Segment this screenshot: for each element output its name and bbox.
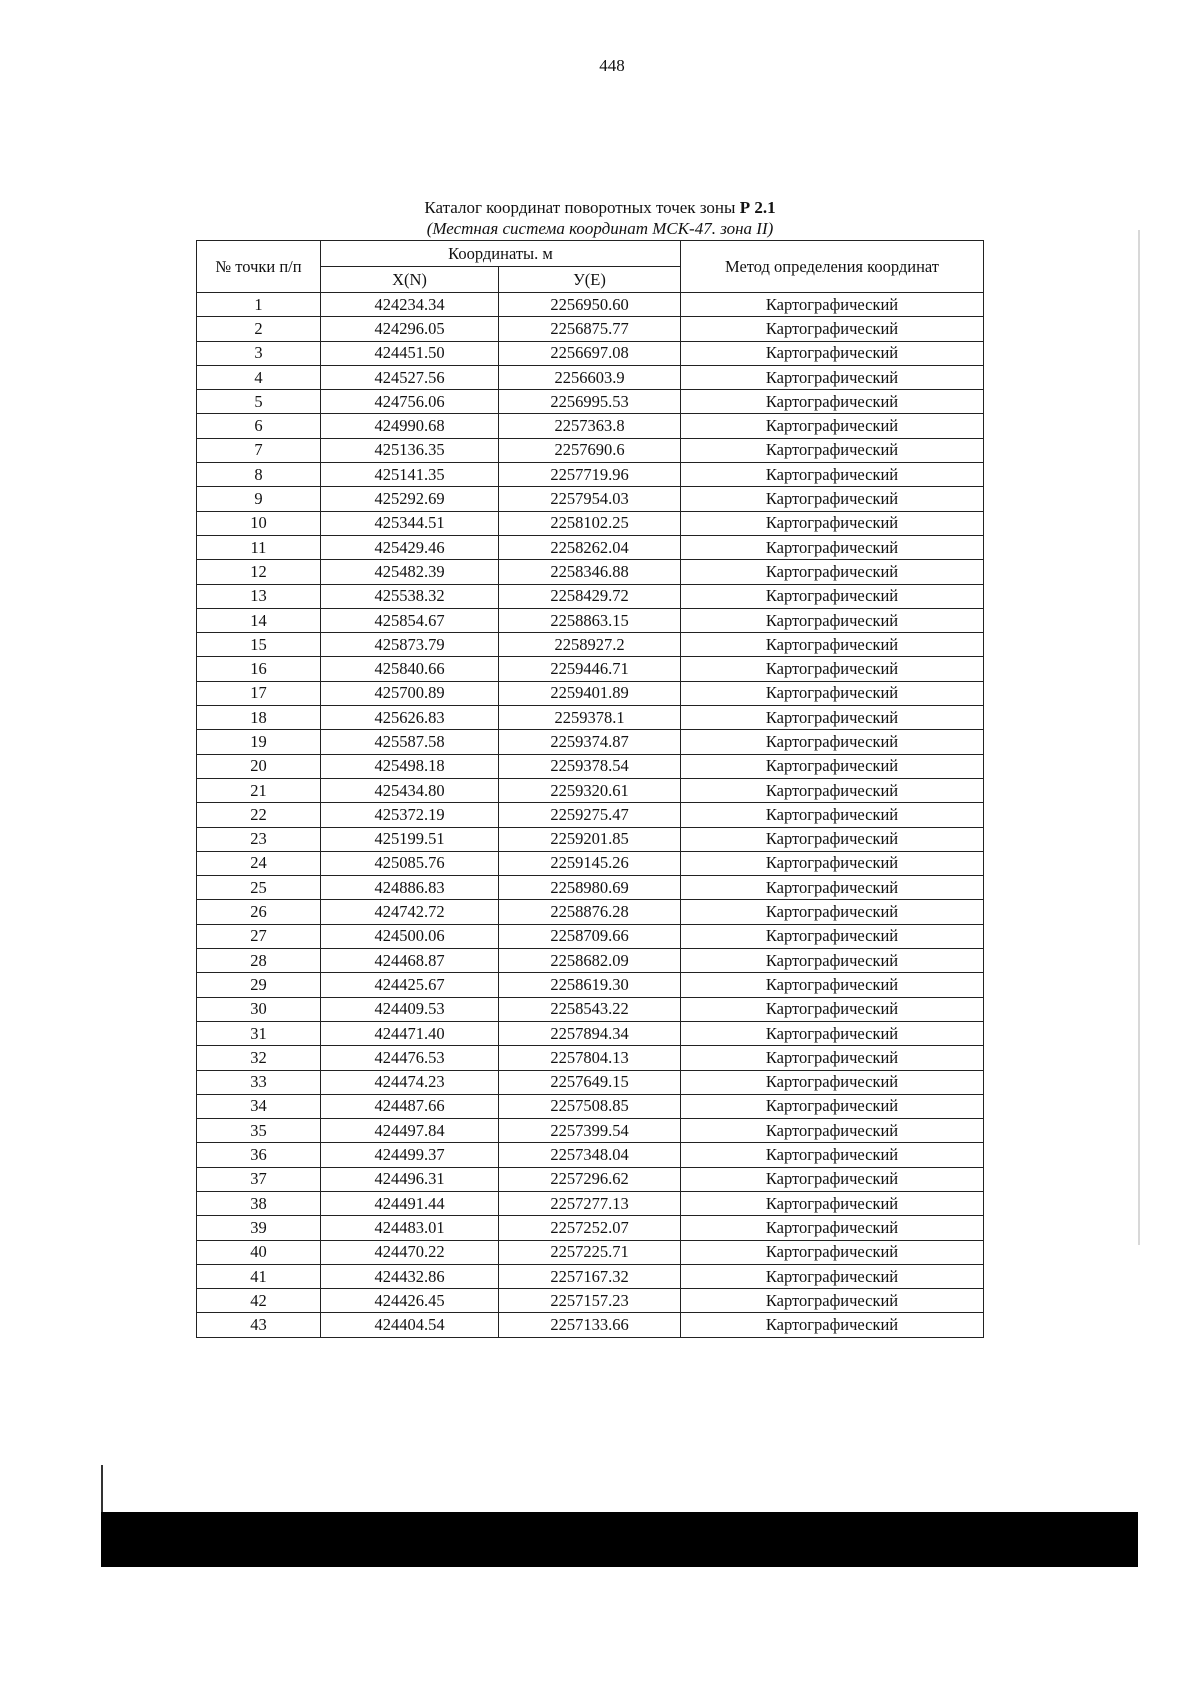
y-coordinate-cell: 2258262.04 [499, 535, 681, 559]
table-row [197, 754, 984, 778]
point-number-cell: 20 [197, 754, 321, 778]
table-row [197, 1313, 984, 1337]
table-row [197, 1119, 984, 1143]
y-coordinate-cell: 2257954.03 [499, 487, 681, 511]
table-row [197, 827, 984, 851]
method-cell: Картографический [681, 463, 984, 487]
x-coordinate-cell: 425141.35 [321, 463, 499, 487]
y-coordinate-cell: 2257157.23 [499, 1289, 681, 1313]
method-cell: Картографический [681, 1313, 984, 1337]
x-coordinate-cell: 425538.32 [321, 584, 499, 608]
table-body [197, 293, 984, 1338]
method-cell: Картографический [681, 341, 984, 365]
table-row [197, 1046, 984, 1070]
method-cell: Картографический [681, 1264, 984, 1288]
y-coordinate-cell: 2258346.88 [499, 560, 681, 584]
coordinate-system-subtitle: (Местная система координат МСК-47. зона II) [426, 219, 774, 238]
method-cell: Картографический [681, 706, 984, 730]
point-number-cell: 37 [197, 1167, 321, 1191]
point-number-cell: 42 [197, 1289, 321, 1313]
table-row [197, 657, 984, 681]
point-number-cell: 5 [197, 390, 321, 414]
x-coordinate-cell: 424499.37 [321, 1143, 499, 1167]
method-cell: Картографический [681, 1070, 984, 1094]
point-number-cell: 24 [197, 851, 321, 875]
x-coordinate-cell: 424409.53 [321, 997, 499, 1021]
y-coordinate-cell: 2258863.15 [499, 608, 681, 632]
table-row [197, 1021, 984, 1045]
table-row [197, 463, 984, 487]
table-row [197, 778, 984, 802]
x-coordinate-cell: 424426.45 [321, 1289, 499, 1313]
table-row [197, 1216, 984, 1240]
y-coordinate-cell: 2257348.04 [499, 1143, 681, 1167]
y-coordinate-cell: 2257804.13 [499, 1046, 681, 1070]
x-coordinate-cell: 425434.80 [321, 778, 499, 802]
y-coordinate-cell: 2256995.53 [499, 390, 681, 414]
point-number-cell: 38 [197, 1191, 321, 1215]
method-cell: Картографический [681, 778, 984, 802]
y-coordinate-cell: 2257690.6 [499, 438, 681, 462]
x-coordinate-cell: 424756.06 [321, 390, 499, 414]
y-coordinate-cell: 2257894.34 [499, 1021, 681, 1045]
header-coordinates: Координаты. м [321, 241, 681, 267]
point-number-cell: 29 [197, 973, 321, 997]
table-row [197, 1094, 984, 1118]
y-coordinate-cell: 2257399.54 [499, 1119, 681, 1143]
table-row [197, 949, 984, 973]
x-coordinate-cell: 424497.84 [321, 1119, 499, 1143]
y-coordinate-cell: 2258543.22 [499, 997, 681, 1021]
table-row [197, 803, 984, 827]
table-row [197, 584, 984, 608]
table-row [197, 730, 984, 754]
catalog-title [370, 197, 830, 219]
y-coordinate-cell: 2257649.15 [499, 1070, 681, 1094]
point-number-cell: 23 [197, 827, 321, 851]
method-cell: Картографический [681, 1094, 984, 1118]
method-cell: Картографический [681, 681, 984, 705]
point-number-cell: 25 [197, 876, 321, 900]
method-cell: Картографический [681, 1191, 984, 1215]
point-number-cell: 18 [197, 706, 321, 730]
y-coordinate-cell: 2256697.08 [499, 341, 681, 365]
header-x: X(N) [321, 267, 499, 293]
y-coordinate-cell: 2259446.71 [499, 657, 681, 681]
table-row [197, 414, 984, 438]
table-row [197, 317, 984, 341]
point-number-cell: 7 [197, 438, 321, 462]
x-coordinate-cell: 425085.76 [321, 851, 499, 875]
method-cell: Картографический [681, 293, 984, 317]
table-row [197, 924, 984, 948]
x-coordinate-cell: 424451.50 [321, 341, 499, 365]
method-cell: Картографический [681, 1167, 984, 1191]
header-method: Метод определения координат [681, 241, 984, 293]
x-coordinate-cell: 425587.58 [321, 730, 499, 754]
x-coordinate-cell: 424476.53 [321, 1046, 499, 1070]
y-coordinate-cell: 2259201.85 [499, 827, 681, 851]
y-coordinate-cell: 2259275.47 [499, 803, 681, 827]
x-coordinate-cell: 425626.83 [321, 706, 499, 730]
table-row [197, 706, 984, 730]
x-coordinate-cell: 424432.86 [321, 1264, 499, 1288]
y-coordinate-cell: 2259401.89 [499, 681, 681, 705]
table-row [197, 876, 984, 900]
point-number-cell: 21 [197, 778, 321, 802]
y-coordinate-cell: 2259374.87 [499, 730, 681, 754]
point-number-cell: 39 [197, 1216, 321, 1240]
x-coordinate-cell: 424990.68 [321, 414, 499, 438]
point-number-cell: 2 [197, 317, 321, 341]
x-coordinate-cell: 424527.56 [321, 365, 499, 389]
table-row [197, 608, 984, 632]
x-coordinate-cell: 425136.35 [321, 438, 499, 462]
x-coordinate-cell: 424234.34 [321, 293, 499, 317]
x-coordinate-cell: 424474.23 [321, 1070, 499, 1094]
page-number: 448 [599, 56, 625, 75]
x-coordinate-cell: 425854.67 [321, 608, 499, 632]
point-number-cell: 15 [197, 633, 321, 657]
y-coordinate-cell: 2258980.69 [499, 876, 681, 900]
x-coordinate-cell: 425429.46 [321, 535, 499, 559]
method-cell: Картографический [681, 365, 984, 389]
method-cell: Картографический [681, 1046, 984, 1070]
header-point-number: № точки п/п [197, 241, 321, 293]
scan-edge-line [1138, 230, 1140, 1245]
method-cell: Картографический [681, 754, 984, 778]
table-row [197, 535, 984, 559]
point-number-cell: 33 [197, 1070, 321, 1094]
table-row [197, 900, 984, 924]
table-row [197, 633, 984, 657]
method-cell: Картографический [681, 657, 984, 681]
x-coordinate-cell: 425292.69 [321, 487, 499, 511]
point-number-cell: 14 [197, 608, 321, 632]
method-cell: Картографический [681, 827, 984, 851]
method-cell: Картографический [681, 1289, 984, 1313]
method-cell: Картографический [681, 924, 984, 948]
method-cell: Картографический [681, 803, 984, 827]
x-coordinate-cell: 424483.01 [321, 1216, 499, 1240]
x-coordinate-cell: 424487.66 [321, 1094, 499, 1118]
point-number-cell: 35 [197, 1119, 321, 1143]
point-number-cell: 41 [197, 1264, 321, 1288]
point-number-cell: 30 [197, 997, 321, 1021]
method-cell: Картографический [681, 1119, 984, 1143]
method-cell: Картографический [681, 487, 984, 511]
method-cell: Картографический [681, 1216, 984, 1240]
table-row [197, 511, 984, 535]
table-row [197, 1289, 984, 1313]
y-coordinate-cell: 2257133.66 [499, 1313, 681, 1337]
coordinates-table [196, 240, 984, 1338]
table-row [197, 1167, 984, 1191]
y-coordinate-cell: 2259378.54 [499, 754, 681, 778]
catalog-heading [370, 197, 830, 239]
x-coordinate-cell: 425199.51 [321, 827, 499, 851]
table-row [197, 1070, 984, 1094]
y-coordinate-cell: 2258709.66 [499, 924, 681, 948]
method-cell: Картографический [681, 535, 984, 559]
table-row [197, 997, 984, 1021]
x-coordinate-cell: 424886.83 [321, 876, 499, 900]
method-cell: Картографический [681, 997, 984, 1021]
table-header [197, 241, 984, 293]
x-coordinate-cell: 425372.19 [321, 803, 499, 827]
point-number-cell: 4 [197, 365, 321, 389]
point-number-cell: 34 [197, 1094, 321, 1118]
y-coordinate-cell: 2257277.13 [499, 1191, 681, 1215]
point-number-cell: 17 [197, 681, 321, 705]
scan-black-bar [101, 1512, 1138, 1567]
point-number-cell: 9 [197, 487, 321, 511]
table-row [197, 293, 984, 317]
x-coordinate-cell: 424470.22 [321, 1240, 499, 1264]
table-row [197, 560, 984, 584]
y-coordinate-cell: 2258619.30 [499, 973, 681, 997]
method-cell: Картографический [681, 876, 984, 900]
x-coordinate-cell: 425700.89 [321, 681, 499, 705]
x-coordinate-cell: 424425.67 [321, 973, 499, 997]
y-coordinate-cell: 2258876.28 [499, 900, 681, 924]
table-row [197, 681, 984, 705]
method-cell: Картографический [681, 438, 984, 462]
point-number-cell: 43 [197, 1313, 321, 1337]
point-number-cell: 8 [197, 463, 321, 487]
x-coordinate-cell: 424468.87 [321, 949, 499, 973]
y-coordinate-cell: 2257225.71 [499, 1240, 681, 1264]
x-coordinate-cell: 424471.40 [321, 1021, 499, 1045]
table-row [197, 1264, 984, 1288]
y-coordinate-cell: 2258927.2 [499, 633, 681, 657]
table-row [197, 341, 984, 365]
table-row [197, 365, 984, 389]
method-cell: Картографический [681, 414, 984, 438]
point-number-cell: 22 [197, 803, 321, 827]
method-cell: Картографический [681, 511, 984, 535]
table-row [197, 1240, 984, 1264]
y-coordinate-cell: 2258682.09 [499, 949, 681, 973]
method-cell: Картографический [681, 973, 984, 997]
x-coordinate-cell: 425873.79 [321, 633, 499, 657]
point-number-cell: 13 [197, 584, 321, 608]
y-coordinate-cell: 2259320.61 [499, 778, 681, 802]
y-coordinate-cell: 2256603.9 [499, 365, 681, 389]
point-number-cell: 36 [197, 1143, 321, 1167]
y-coordinate-cell: 2257296.62 [499, 1167, 681, 1191]
point-number-cell: 28 [197, 949, 321, 973]
point-number-cell: 16 [197, 657, 321, 681]
point-number-cell: 27 [197, 924, 321, 948]
table-row [197, 390, 984, 414]
point-number-cell: 31 [197, 1021, 321, 1045]
x-coordinate-cell: 425344.51 [321, 511, 499, 535]
x-coordinate-cell: 425482.39 [321, 560, 499, 584]
method-cell: Картографический [681, 584, 984, 608]
header-y: У(Е) [499, 267, 681, 293]
table-row [197, 973, 984, 997]
point-number-cell: 11 [197, 535, 321, 559]
method-cell: Картографический [681, 900, 984, 924]
table-row [197, 1191, 984, 1215]
x-coordinate-cell: 424404.54 [321, 1313, 499, 1337]
y-coordinate-cell: 2258102.25 [499, 511, 681, 535]
x-coordinate-cell: 425498.18 [321, 754, 499, 778]
point-number-cell: 32 [197, 1046, 321, 1070]
x-coordinate-cell: 424296.05 [321, 317, 499, 341]
point-number-cell: 3 [197, 341, 321, 365]
zone-code: Р 2.1 [739, 198, 776, 217]
x-coordinate-cell: 424496.31 [321, 1167, 499, 1191]
method-cell: Картографический [681, 317, 984, 341]
y-coordinate-cell: 2258429.72 [499, 584, 681, 608]
method-cell: Картографический [681, 851, 984, 875]
y-coordinate-cell: 2259145.26 [499, 851, 681, 875]
point-number-cell: 6 [197, 414, 321, 438]
y-coordinate-cell: 2257252.07 [499, 1216, 681, 1240]
point-number-cell: 1 [197, 293, 321, 317]
method-cell: Картографический [681, 1021, 984, 1045]
method-cell: Картографический [681, 633, 984, 657]
point-number-cell: 19 [197, 730, 321, 754]
y-coordinate-cell: 2257167.32 [499, 1264, 681, 1288]
x-coordinate-cell: 424500.06 [321, 924, 499, 948]
method-cell: Картографический [681, 1240, 984, 1264]
point-number-cell: 40 [197, 1240, 321, 1264]
point-number-cell: 12 [197, 560, 321, 584]
table-row [197, 438, 984, 462]
y-coordinate-cell: 2257719.96 [499, 463, 681, 487]
method-cell: Картографический [681, 390, 984, 414]
point-number-cell: 26 [197, 900, 321, 924]
method-cell: Картографический [681, 730, 984, 754]
method-cell: Картографический [681, 560, 984, 584]
y-coordinate-cell: 2256875.77 [499, 317, 681, 341]
x-coordinate-cell: 424742.72 [321, 900, 499, 924]
y-coordinate-cell: 2257508.85 [499, 1094, 681, 1118]
table-row [197, 1143, 984, 1167]
x-coordinate-cell: 424491.44 [321, 1191, 499, 1215]
y-coordinate-cell: 2259378.1 [499, 706, 681, 730]
y-coordinate-cell: 2257363.8 [499, 414, 681, 438]
method-cell: Картографический [681, 1143, 984, 1167]
table-row [197, 851, 984, 875]
method-cell: Картографический [681, 949, 984, 973]
x-coordinate-cell: 425840.66 [321, 657, 499, 681]
catalog-title-text: Каталог координат поворотных точек зоны [424, 198, 740, 217]
y-coordinate-cell: 2256950.60 [499, 293, 681, 317]
table-row [197, 487, 984, 511]
method-cell: Картографический [681, 608, 984, 632]
point-number-cell: 10 [197, 511, 321, 535]
